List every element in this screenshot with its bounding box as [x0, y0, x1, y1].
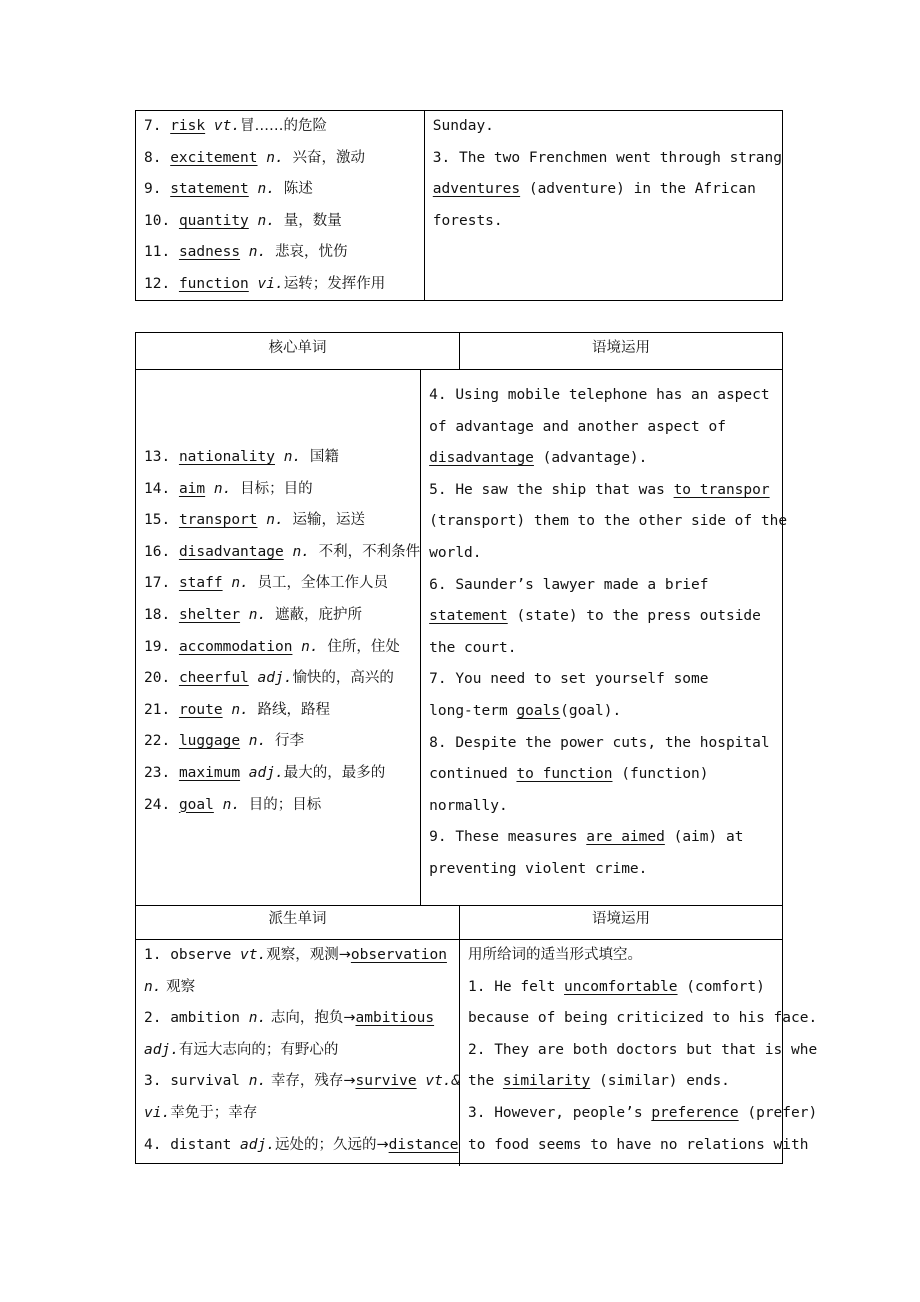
vocab-table-continued [135, 110, 783, 301]
sentence-line: world. [429, 544, 482, 561]
sentence-line: 3. The two Frenchmen went through strang [432, 149, 782, 166]
sentence-line: 9. These measures are aimed (aim) at [429, 829, 744, 846]
sentence-line: to food seems to have no relations with [468, 1136, 809, 1153]
word-entry: 17. staff n. 员工，全体工作人员 [144, 575, 389, 592]
derived-entry: vi.幸免于；幸存 [144, 1104, 258, 1121]
word-entry: 24. goal n. 目的；目标 [144, 796, 322, 813]
derived-entry: adj.有远大志向的；有野心的 [144, 1041, 339, 1058]
word-entry: 10. quantity n. 量，数量 [144, 212, 342, 229]
sentence-line: 5. He saw the ship that was to transpor [429, 481, 770, 498]
sentence-line: 3. However, people’s preference (prefer) [468, 1104, 818, 1121]
word-entry: 7. risk vt.冒……的危险 [144, 118, 328, 134]
derived-entry: n. 观察 [144, 978, 196, 995]
derived-words-cell [136, 940, 460, 1166]
sentence-line: statement (state) to the press outside [429, 608, 761, 625]
word-entry: 15. transport n. 运输，运送 [144, 512, 365, 529]
derived-entry: 2. ambition n. 志向，抱负→ambitious [144, 1010, 435, 1027]
context-usage-cell [421, 370, 787, 905]
sentence-line: (transport) them to the other side of the [429, 513, 788, 530]
sentence-line: the similarity (similar) ends. [468, 1073, 730, 1090]
sentence-line: the court. [429, 639, 517, 656]
sentence-line: 6. Saunder’s lawyer made a brief [429, 576, 709, 593]
derived-entry: 1. observe vt.观察，观测→observation [144, 947, 447, 963]
sentence-line: forests. [432, 212, 503, 229]
core-words-row [136, 369, 788, 905]
derived-entry: 4. distant adj.远处的；久远的→distance [144, 1136, 459, 1153]
sentence-line: 1. He felt uncomfortable (comfort) [468, 978, 765, 995]
header-core-words: 核心单词 [136, 333, 460, 369]
sentence-line: 7. You need to set yourself some [429, 671, 709, 688]
sentence-line: of advantage and another aspect of [429, 418, 726, 435]
word-entry: 21. route n. 路线，路程 [144, 701, 331, 718]
word-entry: 22. luggage n. 行李 [144, 733, 304, 750]
word-entry: 18. shelter n. 遮蔽，庇护所 [144, 606, 362, 623]
word-entry: 16. disadvantage n. 不利，不利条件 [144, 543, 421, 560]
word-entry: 11. sadness n. 悲哀，忧伤 [144, 244, 348, 261]
sentence-line: preventing violent crime. [429, 860, 648, 877]
derived-entry: 3. survival n. 幸存，残存→survive vt.& [144, 1073, 461, 1090]
sentence-line: normally. [429, 797, 508, 814]
sentence-line: adventures (adventure) in the African [432, 181, 756, 198]
word-entry: 12. function vi.运转；发挥作用 [144, 275, 386, 292]
header-context-usage: 语境运用 [592, 340, 650, 356]
word-entry: 13. nationality n. 国籍 [144, 449, 339, 465]
core-words-cell [136, 111, 425, 300]
fill-in-cell [460, 940, 817, 1166]
sentence-line: Sunday. [432, 118, 494, 134]
word-entry: 8. excitement n. 兴奋，激动 [144, 149, 365, 166]
sentence-line: 4. Using mobile telephone has an aspect [429, 387, 770, 403]
vocab-table [135, 332, 818, 1164]
instruction: 用所给词的适当形式填空。 [468, 947, 642, 963]
sentence-line: 2. They are both doctors but that is whe [468, 1041, 818, 1058]
header-context-usage-2: 语境运用 [592, 911, 650, 927]
word-entry: 14. aim n. 目标；目的 [144, 480, 313, 497]
sentence-line: long-term goals(goal). [429, 702, 622, 719]
word-entry: 20. cheerful adj.愉快的，高兴的 [144, 670, 394, 687]
word-entry: 23. maximum adj.最大的，最多的 [144, 764, 386, 781]
derived-words-row [136, 939, 818, 1166]
sentence-line: 8. Despite the power cuts, the hospital [429, 734, 770, 751]
sentence-line: disadvantage (advantage). [429, 450, 648, 467]
table-header [136, 333, 782, 369]
word-entry: 9. statement n. 陈述 [144, 181, 313, 198]
sentence-line: continued to function (function) [429, 766, 709, 783]
word-entry: 19. accommodation n. 住所，住处 [144, 638, 400, 655]
sentence-line: because of being criticized to his face. [468, 1010, 818, 1027]
core-words-cell [136, 370, 421, 905]
context-usage-cell [425, 111, 782, 300]
header-derived-words: 派生单词 [136, 906, 460, 939]
table-header-derived [136, 905, 782, 939]
